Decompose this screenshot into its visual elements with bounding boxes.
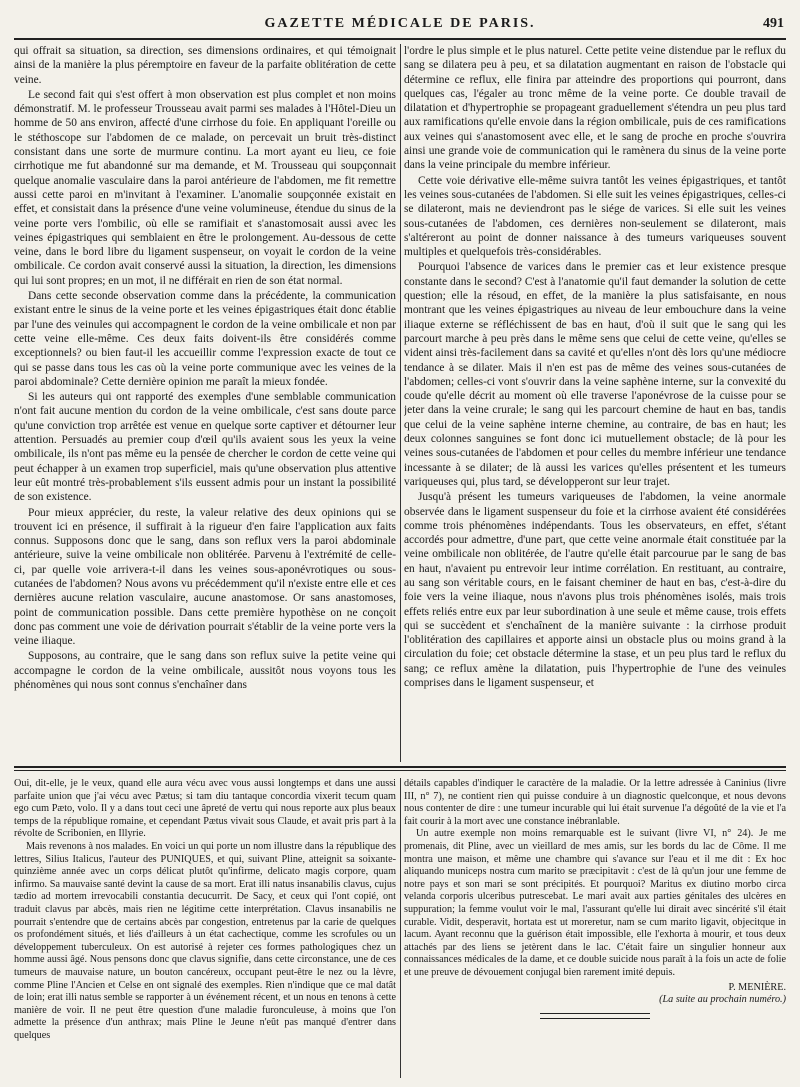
main-article bbox=[14, 44, 786, 762]
page-number: 491 bbox=[763, 16, 784, 31]
paragraph: Dans cette seconde observation comme dans la précédente, la communication existant entre le sinus de la veine porte et les veines épigastriques était donc établie par l'une des veinules qui accompagnent le cordon de la veine ombilicale et non par cette veine elle-même. Ces deux faits doivent-ils être considérés comme exceptionnels? ou bien faut-il les accueillir comme l'expression exacte de tout ce qui se passe dans tous les cas où la veine porte communique avec les veines de la paroi abdominale? Cette dernière opinion me paraît la mieux fondée. bbox=[14, 290, 396, 388]
paragraph: Oui, dit-elle, je le veux, quand elle aura vécu avec vous aussi longtemps et dans une aussi parfaite union que j'ai vécu avec Pætus; si tam diu tantaque concordia vixerit tecum quam ego cum Pæto, volo. Il y a dans tout ceci une âpreté de vertu qui nous reporte aux plus beaux temps de la république romaine, et cependant Pætus vivait sous Claude, et avait pris part à la révolte de Scribonien, en Illyrie. bbox=[14, 778, 396, 840]
feuilleton bbox=[14, 778, 786, 1078]
feuilleton-right-column bbox=[404, 778, 786, 1078]
continuation-note: (La suite au prochain numéro.) bbox=[659, 994, 786, 1006]
paragraph: détails capables d'indiquer le caractère de la maladie. Or la lettre adressée à Caninius (livre III, n° 7), ne contient rien qui puisse conduire à un diagnostic quelconque, et nous devons nous contenter de dire : une tumeur incurable qui lui était survenue l'a dégoûté de la vie et l'a fait courir à la mort avec une constance inébranlable. bbox=[404, 778, 786, 827]
paragraph: Le second fait qui s'est offert à mon observation est plus complet et non moins démonstratif. M. le professeur Trousseau avait parmi ses malades à l'Hôtel-Dieu un homme de 50 ans environ, affecté d'une cirrhose du foie. En appliquant l'oreille ou le stéthoscope sur l'abdomen de ce malade, on percevait un bruit très-distinct consistant dans une sorte de murmure continu. La mort ayant eu lieu, ce foie cirrhotique me fut abandonné sur ma demande, et M. Trousseau qui soupçonnait quelque anomalie vasculaire dans la paroi antérieure de l'abdomen, me fit remettre aussi cette paroi en m'invitant à l'examiner. L'anomalie soupçonnée existait en effet, et consistait dans la présence d'une veine volumineuse, étendue du sinus de la veine porte vers l'ombilic, où elle se ramifiait et s'anastomosait aussi avec les veines épigastriques qui semblaient en être le prolongement. Au-dessous de cette veine, dans le bord libre du ligament suspenseur, on voyait le cordon de la veine ombilicale. Ce cordon avait conservé aussi la situation, la direction, les dimensions qui lui sont propres; en un mot, il ne différait en rien de son état normal. bbox=[14, 88, 396, 287]
journal-title: GAZETTE MÉDICALE DE PARIS. bbox=[264, 16, 536, 31]
paragraph: Supposons, au contraire, que le sang dans son reflux suive la petite veine qui accompagne le cordon de la veine ombilicale, aussitôt nous voyons tous les phénomènes qui nous sont connus s'enchaîner dans bbox=[14, 650, 396, 692]
paragraph: Jusqu'à présent les tumeurs variqueuses de l'abdomen, la veine anormale observée dans le ligament suspenseur du foie et la cirrhose avaient été considérées comme trois phénomènes indépendants. Tous les observateurs, en effet, s'étant accordés pour admettre, d'une part, que cette veine anormale était constituée par la veine ombilicale non oblitérée, de l'autre qu'elle était parcourue par le sang de bas en haut, n'avaient pu entrevoir leur intime corrélation. En restituant, au contraire, au sang son véritable cours, en le faisant cheminer de haut en bas, c'est-à-dire du foie vers la veine iliaque, nous n'avons plus trois phénomènes isolés, mais trois effets reliés entre eux par leur subordination à une seule et même cause, trois effets qui se succèdent et s'enchaînent de la manière suivante : la cirrhose produit l'oblitération des capillaires et apporte ainsi un obstacle plus ou moins grand à la circulation du foie; cet obstacle détermine la stase, et un peu plus tard le reflux du sang; ce reflux amène la dilatation, puis l'hypertrophie de l'une des veinules comprises dans le ligament suspenseur, et bbox=[404, 491, 786, 690]
paragraph: qui offrait sa situation, sa direction, ses dimensions ordinaires, et qui témoignait ainsi de la manière la plus péremptoire en faveur de la parfaite oblitération de cette veine. bbox=[14, 45, 396, 86]
paragraph: Mais revenons à nos malades. En voici un qui porte un nom illustre dans la république des lettres, Silius Italicus, l'auteur des PUNIQUES, et qui, suivant Pline, atteignit sa soixante-quinzième année avec un corps délicat plutôt qu'infirme, delicato magis corpore, quam infirmo. Sa mauvaise santé devint la cause de sa mort. Erat illi natus insanabilis clavus, cujus tædio ad mortem irrevocabili constantia decucurrit. De Sacy, et ceux qui l'ont copié, ont traduit clavus par abcès, mais rien ne légitime cette interprétation. Clavus insanabilis ne pourrait s'entendre que de certains abcès par congestion, entretenus par la carie de quelques os profondément situés, et liés d'ailleurs à un état cachectique, comme les scrofules ou un développement tuberculeux. On est autorisé à rejeter ces formes pathologiques chez un homme aussi âgé. Nous pensons donc que clavus signifie, dans cette circonstance, une de ces tumeurs de mauvaise nature, un bouton cancéreux, occupant peut-être le nez ou la lèvre, comme Pline l'Ancien et Celse en ont signalé des exemples. Rien n'indique que ce mal datât de loin; erat illi natus semble se rapporter à un événement récent, et un nous en tenons à cette manière de voir. Il ne peut être question d'une maladie furonculeuse, à moins que l'on admette la présence d'un anthrax; mais Pline le Jeune n'eût pas manqué d'entrer dans quelques bbox=[14, 840, 396, 1041]
column-rule bbox=[400, 44, 401, 762]
paragraph: Pourquoi l'absence de varices dans le premier cas et leur existence presque constante dans le second? C'est à l'anatomie qu'il faut demander la solution de cette question; elle la résoud, en effet, de la manière la plus satisfaisante, en nous montrant que les veines épigastriques au niveau de leur embouchure dans la veine iliaque externe se réfléchissent de bas en haut, d'où il suit que le sang qui les parcourt marche à peu près dans le même sens que celui de cette veine, qu'elles se vident ainsi très-facilement dans sa cavité et qu'elles n'ont dès lors qu'une médiocre tendance à se dilater. Mais il n'en est pas de même des veines sous-cutanées de l'abdomen; celles-ci vont s'ouvrir dans la veine saphène interne, sur la convexité du coude qu'elle décrit au moment où elle traverse l'aponévrose de la cuisse pour se jeter dans la veine crurale; le sang qui les parcourt chemine de haut en bas, tandis que celui de la veine saphène interne chemine, au contraire, de bas en haut; les deux colonnes sanguines se font donc ici mutuellement obstacle; de là pour les veines sous-cutanées de l'abdomen et pour celles du membre inférieur une tendance incessante à se dilater; de là aussi les varices qu'elles présentent et les tumeurs variqueuses qui, plus tard, se développeront sur leur trajet. bbox=[404, 261, 786, 488]
column-rule bbox=[400, 778, 401, 1078]
end-ornament-rule bbox=[540, 1013, 650, 1019]
paragraph: l'ordre le plus simple et le plus naturel. Cette petite veine distendue par le reflux du sang se dilatera peu à peu, et sa dilatation augmentant en raison de l'obstacle qui détermine ce reflux, elle finira par atteindre des proportions qui pourront, dans quelques cas, l'égaler au tronc même de la veine porte. Ce double travail de dilatation et d'hypertrophie se propageant graduellement s'étendra un peu plus tard aux ramifications qu'elle envoie dans la région ombilicale, puis de ces ramifications aux veines qui s'anastomosent avec elle, et le sang de proche en proche s'ouvrira ainsi une grande voie de communication qui le ramènera du sinus de la veine porte dans la veine principale du membre inférieur. bbox=[404, 45, 786, 172]
feuilleton-divider-thin bbox=[14, 770, 786, 771]
paragraph: Cette voie dérivative elle-même suivra tantôt les veines épigastriques, et tantôt les veines sous-cutanées de l'abdomen. Si elle suit les veines épigastriques, celles-ci se dilateront, mais ne deviendront pas le siége de varices. Si elle suit les veines sous-cutanées de l'abdomen, ces dernières non-seulement se dilateront, mais s'altéreront au point de donner naissance à des tumeurs variqueuses souvent multiples et quelquefois très-considérables. bbox=[404, 174, 786, 259]
paragraph: Un autre exemple non moins remarquable est le suivant (livre VI, n° 24). Je me promenais, dit Pline, avec un vieillard de mes amis, sur les bords du lac de Côme. Il me montra une maison, et même une chambre qui s'avance sur l'eau et il me dit : Ex hoc aliquando municeps nostra cum marito se præcipitavit : c'est de là qu'un jour une femme de notre pays et son mari se sont précipités. Et pourquoi? Maritus ex diutino morbo circa velanda corporis ulceribus putrescebat. Le mari avait aux parties génitales des ulcères en suppuration; la femme voulut voir le mal, l'assurant qu'elle lui dirait avec sincérité s'il était curable. Vidit, desperavit, hortata est ut moreretur, nam se cum marito ligavit, objecitque in lacum. Ayant reconnu que la guérison était impossible, elle l'exhorta à mourir, et tous deux attachés par des liens se jetèrent dans le lac. C'était faire un singulier honneur aux connaissances médicales de la dame, et ce double suicide nous paraît à la fois un acte de folie et une preuve de dévouement conjugal bien rarement imité depuis. bbox=[404, 828, 786, 978]
left-column bbox=[14, 44, 396, 762]
right-column bbox=[404, 44, 786, 762]
paragraph: Pour mieux apprécier, du reste, la valeur relative des deux opinions qui se trouvent ici en présence, il suffirait à la rigueur d'en faire l'application aux faits connus. Supposons donc que le sang, dans son reflux vers la paroi abdominale antérieure, suive la veine ombilicale non oblitérée. Parvenu à l'extrémité de celle-ci, par quelle voie arrivera-t-il dans les veines sous-aponévrotiques ou sous-cutanées de l'abdomen? Nous avons vu précédemment qu'il n'existe entre elle et ces dernières aucune relation vasculaire, aucune anastomose. Or sans anastomoses, point de communication possible. Dans cette première hypothèse on ne conçoit donc pas comment une voie de dérivation pourrait s'établir de la veine porte vers la veine iliaque. bbox=[14, 506, 396, 648]
author-signature: P. MENIÈRE. bbox=[728, 981, 786, 993]
feuilleton-divider bbox=[14, 766, 786, 768]
feuilleton-left-column bbox=[14, 778, 396, 1078]
page-header bbox=[14, 10, 786, 40]
paragraph: Si les auteurs qui ont rapporté des exemples d'une semblable communication n'ont fait aucune mention du cordon de la veine ombilicale, c'est sans doute parce qu'une conviction trop arrêtée est venue en quelque sorte captiver et détourner leur attention. Persuadés au premier coup d'œil qu'ils avaient sous les yeux la veine ombilicale, ils n'ont pas même eu la pensée de chercher le cordon de cette veine qui peut échapper à un examen trop superficiel, mais qu'une observation plus attentive leur eût montré très-probablement s'ils eussent admis pour un instant la possibilité de son existence. bbox=[14, 391, 396, 504]
